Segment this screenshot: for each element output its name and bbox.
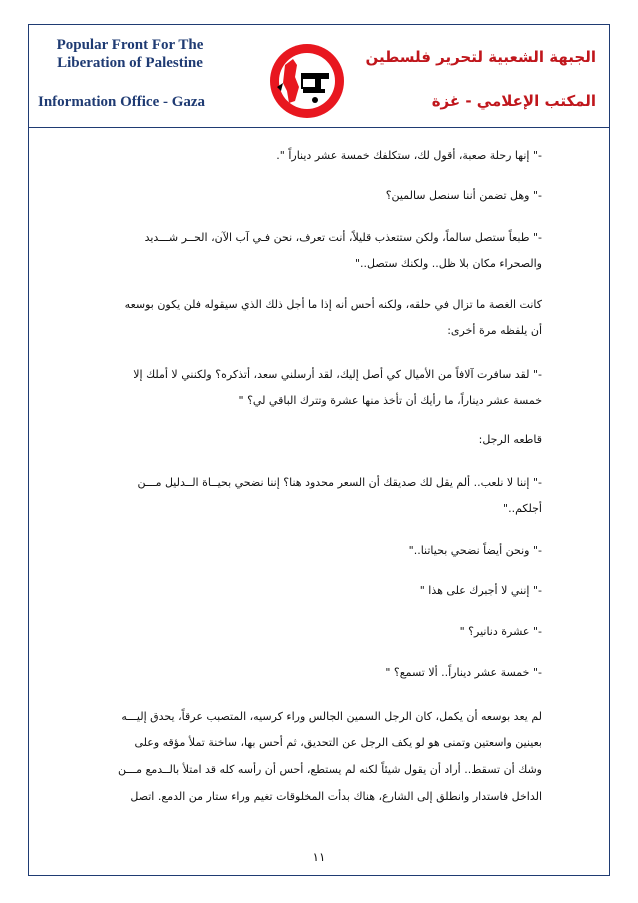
organization-name-en: Popular Front For The Liberation of Palestine — [56, 37, 204, 71]
office-name-en: Information Office - Gaza — [38, 94, 206, 110]
organization-name-ar: الجبهة الشعبية لتحرير فلسطين — [365, 48, 596, 66]
text-line: -" عشرة دنانير؟ " — [459, 625, 542, 638]
text-line: الداخل فاستدار وانطلق إلى الشارع، هناك بدأت المخلوقات تغيم وراء ستار من الدمع. اتصل — [130, 790, 542, 803]
text-line: خمسة عشر ديناراً، ما رأيك أن تأخذ منها عشرة وتترك الباقي لي؟ " — [238, 394, 542, 407]
text-line: -" وهل تضمن أننا سنصل سالمين؟ — [385, 189, 542, 202]
text-line: -" إنني لا أجبرك على هذا " — [419, 584, 542, 597]
text-line: -" طبعاً ستصل سالماً، ولكن ستتعذب قليلاً، أنت تعرف، نحن فـي آب الآن، الحــر شـــديد — [144, 231, 542, 244]
text-line: أن يلفظه مرة أخرى: — [447, 324, 542, 337]
text-line: وشك أن تسقط.. أراد أن يقول شيئاً لكنه لم يستطع، أحس أن رأسه كله قد امتلأ بالــدمع مـــن — [118, 763, 542, 776]
text-line: -" لقد سافرت آلافاً من الأميال كي أصل إليك، لقد أرسلني سعد، أتذكره؟ ولكنني لا أملك إلا — [133, 368, 542, 381]
text-line: والصحراء مكان بلا ظل.. ولكنك ستصل.." — [354, 257, 542, 270]
text-line: لم يعد بوسعه أن يكمل، كان الرجل السمين الجالس وراء كرسيه، المتصبب عرقاً، يحدق إليـــه — [121, 710, 542, 723]
header-divider — [29, 127, 609, 128]
text-line: كانت الغصة ما تزال في حلقه، ولكنه أحس أنه إذا ما أجل ذلك الذي سيقوله فلن يكون بوسعه — [124, 298, 542, 311]
text-line: قاطعه الرجل: — [478, 433, 542, 446]
text-line: -" إنها رحلة صعبة، أقول لك، ستكلفك خمسة عشر ديناراً ". — [276, 149, 542, 162]
text-line: -" خمسة عشر ديناراً.. ألا تسمع؟ " — [385, 666, 542, 679]
pflp-logo — [269, 43, 345, 119]
text-line: -" إننا لا نلعب.. ألم يقل لك صديقك أن السعر محدود هنا؟ إننا نضحي بحيــاة الــدليل مـــن — [137, 476, 542, 489]
text-line: -" ونحن أيضاً نضحي بحياتنا.." — [408, 544, 542, 557]
page-number: ١١ — [312, 850, 326, 864]
text-line: بعينين واسعتين وتمنى هو لو يكف الرجل عن التحديق، ثم أحس بها، ساخنة تملأ مؤقه وعلى — [134, 736, 542, 749]
text-line: أجلكم.." — [503, 502, 542, 515]
office-name-ar: المكتب الإعلامي - غزة — [431, 92, 596, 110]
